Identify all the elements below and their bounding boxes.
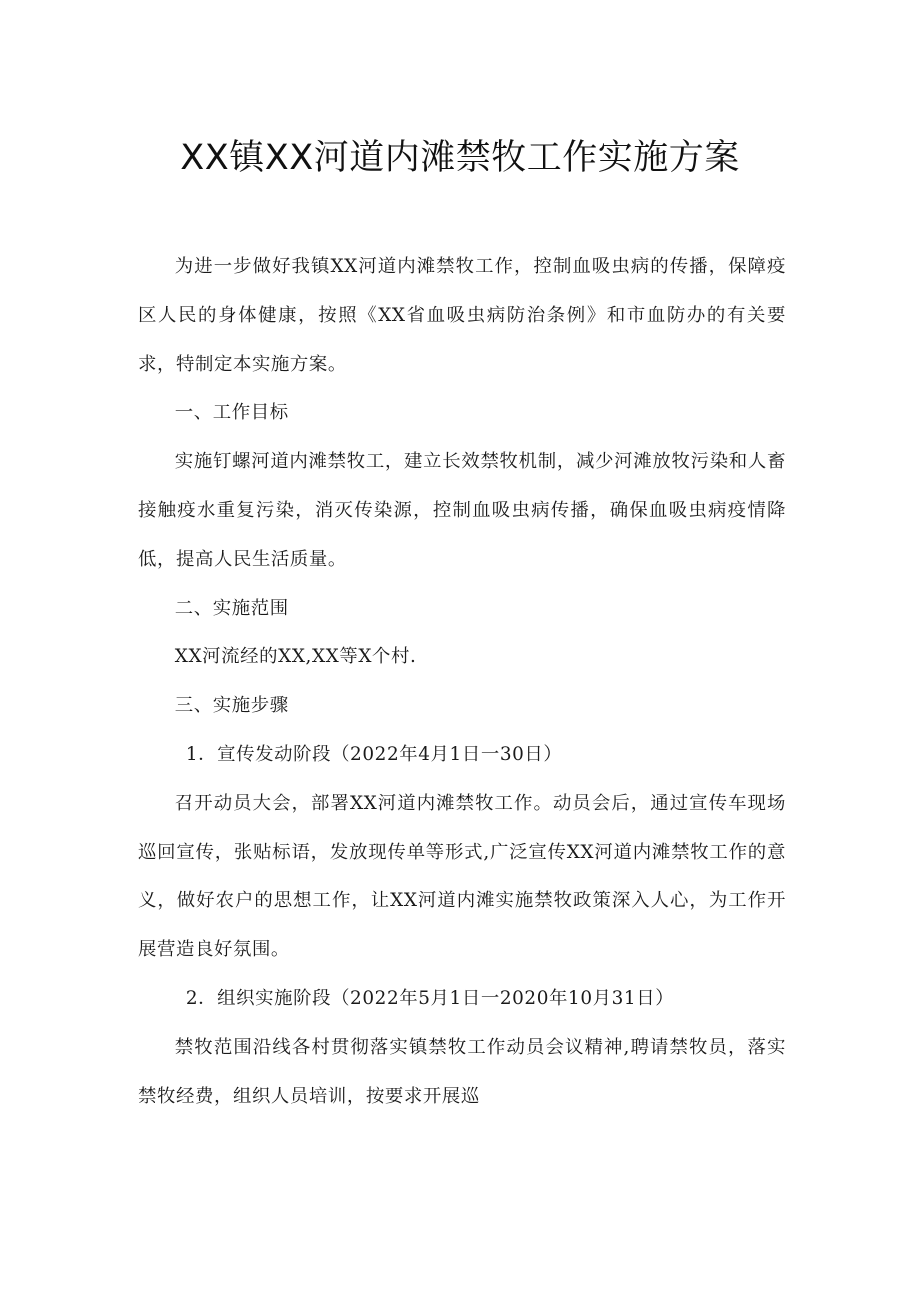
step-2-heading: 2．组织实施阶段（2022年5月1日一2020年10月31日） (185, 987, 675, 1009)
step-1-paragraph: 召开动员大会，部署XX河道内滩禁牧工作。动员会后，通过宣传车现场巡回宣传，张贴标语，发放现传单等形式,广泛宣传XX河道内滩禁牧工作的意义，做好农户的思想工作，让XX河道内滩实施禁牧政策深入人心，为工作开展营造良好氛围。 (138, 792, 786, 961)
section-heading-goals: 一、工作目标 (174, 402, 289, 424)
step-1-heading: 1．宣传发动阶段（2022年4月1日一30日） (185, 743, 563, 765)
scope-paragraph: XX河流经的XX,XX等X个村. (174, 646, 417, 668)
document-title: XX镇XX河道内滩禁牧工作实施方案 (180, 138, 740, 178)
document-body (138, 243, 786, 1121)
section-heading-steps: 三、实施步骤 (174, 695, 289, 717)
step-2-paragraph: 禁牧范围沿线各村贯彻落实镇禁牧工作动员会议精神,聘请禁牧员，落实禁牧经费，组织人员培训，按要求开展巡 (138, 1036, 786, 1107)
goals-paragraph: 实施钉螺河道内滩禁牧工，建立长效禁牧机制，减少河滩放牧污染和人畜接触疫水重复污染，消灭传染源，控制血吸虫病传播，确保血吸虫病疫情降低，提高人民生活质量。 (138, 451, 786, 570)
section-heading-scope: 二、实施范围 (174, 597, 289, 619)
intro-paragraph: 为进一步做好我镇XX河道内滩禁牧工作，控制血吸虫病的传播，保障疫区人民的身体健康，按照《XX省血吸虫病防治条例》和市血防办的有关要求，特制定本实施方案。 (138, 256, 786, 375)
